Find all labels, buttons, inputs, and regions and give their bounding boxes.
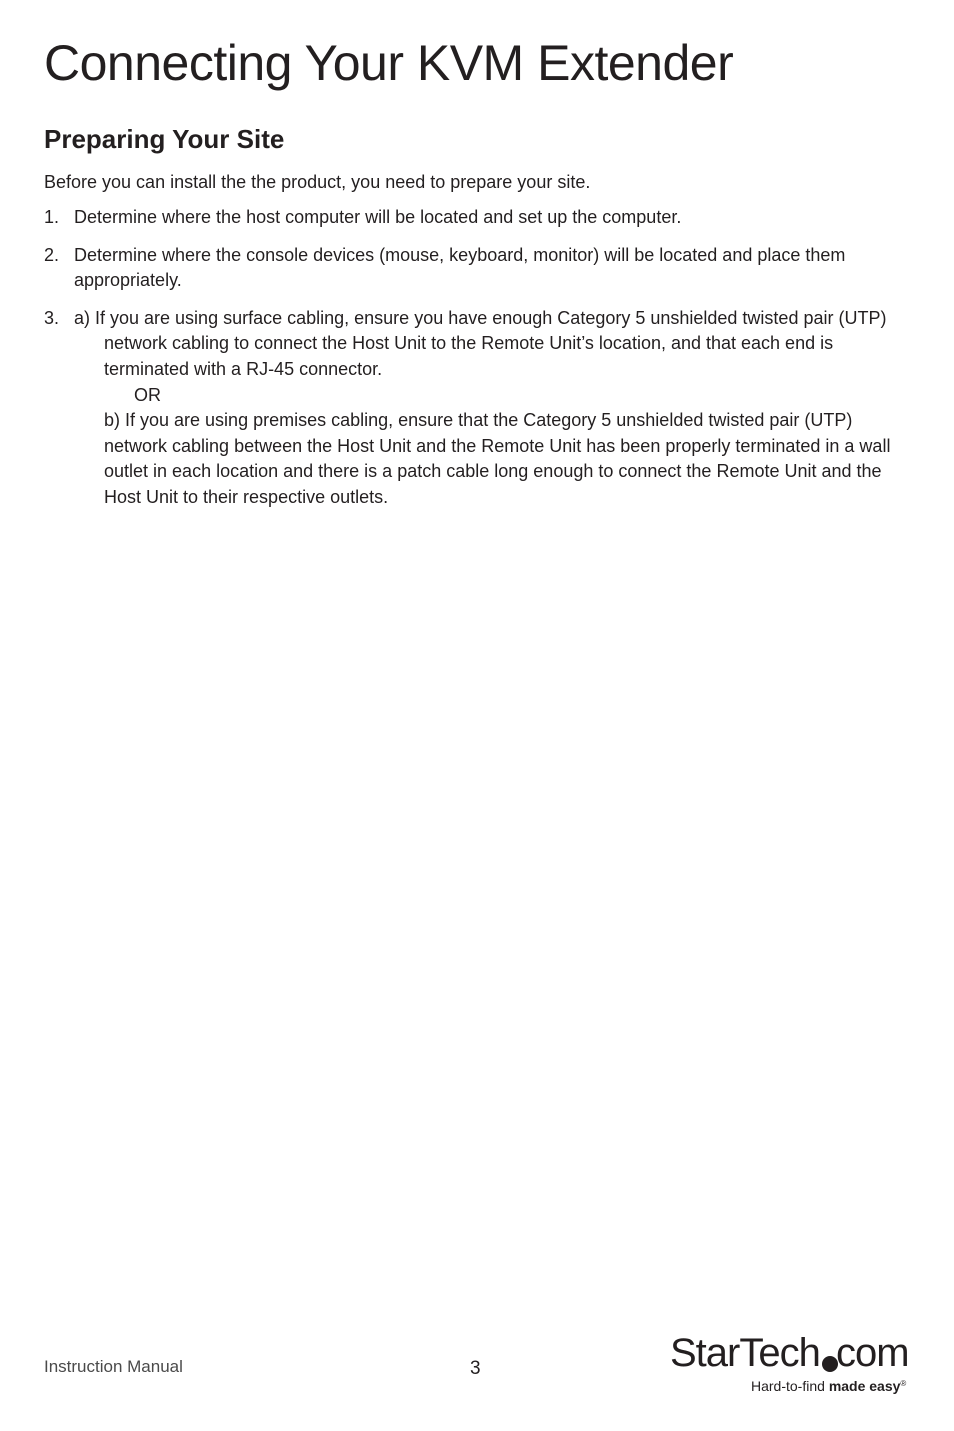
step-or: OR [134,384,161,405]
steps-list [44,205,904,523]
list-item [44,243,904,294]
page-number: 3 [470,1358,481,1379]
step-part-b: b) If you are using premises cabling, ensure that the Category 5 unshielded twisted pair (UTP) network cabling between the Host Unit and the Remote Unit has been properly terminated in a wall outlet in each location and there is a patch cable long enough to connect the Remote Unit and the Host Unit to their respective outlets. [104,410,891,507]
step-number: 1. [44,207,60,227]
list-item [44,306,904,511]
intro-paragraph: Before you can install the the product, you need to prepare your site. [44,172,591,192]
svg-text:com: com [836,1331,909,1375]
step-number: 3. [44,307,60,328]
svg-text:Hard-to-find made easy®: Hard-to-find made easy® [751,1378,907,1394]
step-text: Determine where the host computer will be located and set up the computer. [74,207,682,227]
page-title: Connecting Your KVM Extender [44,35,734,91]
section-heading: Preparing Your Site [44,124,285,154]
footer-label: Instruction Manual [44,1357,183,1376]
svg-text:StarTech: StarTech [670,1331,820,1375]
step-text: Determine where the console devices (mouse, keyboard, monitor) will be located and place them appropriately. [74,244,846,291]
list-item [44,205,904,231]
startech-logo [670,1328,920,1398]
step-part-a: a) If you are using surface cabling, ensure you have enough Category 5 unshielded twisted pair (UTP) network cabling to connect the Host Unit to the Remote Unit’s location, and that each end is terminated with a RJ-45 connector. [74,307,887,379]
step-number: 2. [44,244,60,265]
